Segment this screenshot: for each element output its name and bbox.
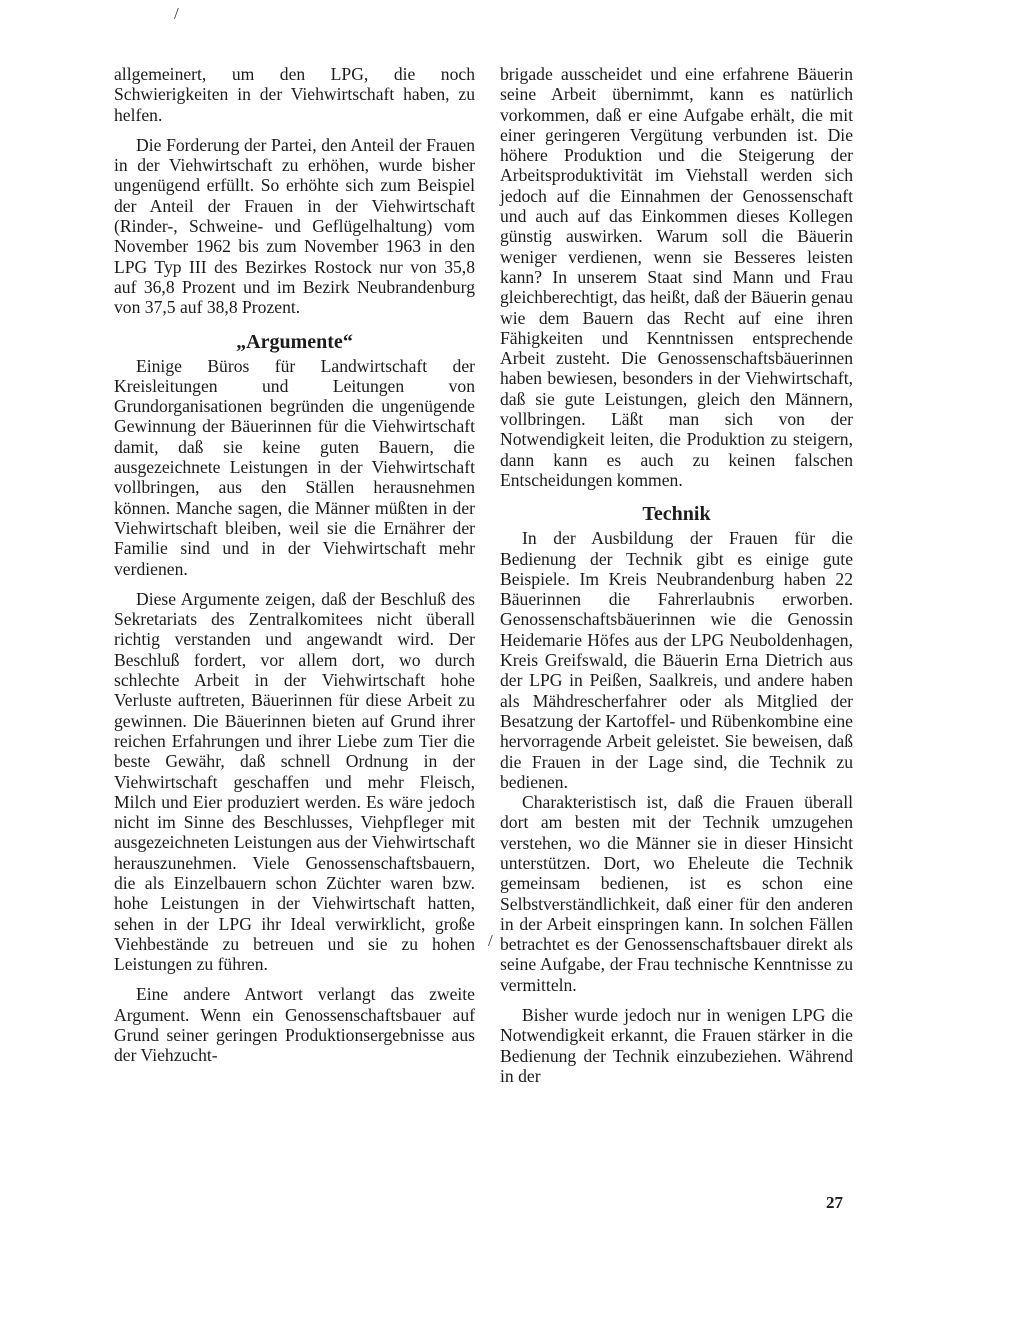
left-column-paragraph: Einige Büros für Landwirtschaft der Kreisleitungen und Leitungen von Grundorganisationen begründen die ungenügende Gewinnung der Bäuerinnen für die Viehwirtschaft damit, daß sie keine guten Bauern, die ausgezeichnete Leistungen in der Viehwirtschaft vollbringen, aus den Ställen herausnehmen können. Manche sagen, die Männer müßten in der Viehwirtschaft bleiben, weil sie die Ernährer der Familie sind und in der Viehwirtschaft mehr verdienen. xyxy=(114,355,475,579)
left-column xyxy=(114,64,475,1066)
right-column-paragraph: brigade ausscheidet und eine erfahrene Bäuerin seine Arbeit übernimmt, kann es natürlich vorkommen, daß er eine Aufgabe erhält, die mit einer geringeren Vergütung verbunden ist. Die höhere Produktion und die Steigerung der Arbeitsproduktivität im Viehstall werden sich jedoch auf die Einnahmen der Genossenschaft und auch auf das Einkommen dieses Kollegen günstig auswirken. Warum soll die Bäuerin weniger verdienen, wenn sie Besseres leisten kann? In unserem Staat sind Mann und Frau gleichberechtigt, das heißt, daß der Bäuerin genau wie dem Bauern das Recht auf eine ihren Fähigkeiten und Kenntnissen entsprechende Arbeit zusteht. Die Genossenschaftsbäuerinnen haben bewiesen, besonders in der Viehwirtschaft, daß sie gute Leistungen, gleich den Männern, vollbringen. Läßt man sich von der Notwendigkeit leiten, die Produktion zu steigern, dann kann es auch zu keinen falschen Entscheidungen kommen. xyxy=(500,64,853,490)
left-column-paragraph: Die Forderung der Partei, den Anteil der Frauen in der Viehwirtschaft zu erhöhen, wurde bisher ungenügend erfüllt. So erhöhte sich zum Beispiel der Anteil der Frauen in der Viehwirtschaft (Rinder-, Schweine- und Geflügelhaltung) vom November 1962 bis zum November 1963 in den LPG Typ III des Bezirkes Rostock nur von 35,8 auf 36,8 Prozent und im Bezirk Neubrandenburg von 37,5 auf 38,8 Prozent. xyxy=(114,134,475,318)
left-column-paragraph: Diese Argumente zeigen, daß der Beschluß des Sekretariats des Zentralkomitees nicht überall richtig verstanden und angewandt wird. Der Beschluß fordert, vor allem dort, wo durch schlechte Arbeit in der Viehwirtschaft hohe Verluste auftreten, Bäuerinnen für diese Arbeit zu gewinnen. Die Bäuerinnen bieten auf Grund ihrer reichen Erfahrungen und ihrer Liebe zum Tier die beste Gewähr, daß schnell Ordnung in der Viehwirtschaft geschaffen und mehr Fleisch, Milch und Eier produziert werden. Es wäre jedoch nicht im Sinne des Beschlusses, Viehpfleger mit ausgezeichneten Leistungen aus der Viehwirtschaft herauszunehmen. Viele Genossenschaftsbauern, die als Einzelbauern schon Züchter waren bzw. hohe Leistungen in der Viehwirtschaft hatten, sehen in der LPG ihr Ideal verwirklicht, große Viehbestände zu betreuen und sie zu hohen Leistungen zu führen. xyxy=(114,588,475,975)
left-column-heading: „Argumente“ xyxy=(236,330,353,353)
right-column-heading: Technik xyxy=(642,503,711,526)
right-column-paragraph: Bisher wurde jedoch nur in wenigen LPG die Notwendigkeit erkannt, die Frauen stärker in die Bedienung der Technik einzubeziehen. Während in der xyxy=(500,1005,853,1086)
page-number: 27 xyxy=(826,1193,843,1212)
stray-mark-top: / xyxy=(174,4,179,23)
right-column xyxy=(500,64,853,1086)
right-column-paragraph: Charakteristisch ist, daß die Frauen überall dort am besten mit der Technik umzugehen verstehen, wo die Männer sie in dieser Hinsicht unterstützen. Dort, wo Eheleute die Technik gemeinsam bedienen, ist es schon eine Selbstverständlichkeit, daß einer für den anderen in der Arbeit einspringen kann. In solchen Fällen betrachtet es der Genossenschaftsbauer direkt als seine Aufgabe, der Frau technische Kenntnisse zu vermitteln. xyxy=(500,792,853,995)
left-column-paragraph: Eine andere Antwort verlangt das zweite Argument. Wenn ein Genossenschaftsbauer auf Grund seiner geringen Produktionsergebnisse aus der Viehzucht- xyxy=(114,984,475,1066)
right-column-paragraph: In der Ausbildung der Frauen für die Bedienung der Technik gibt es einige gute Beispiele. Im Kreis Neubrandenburg haben 22 Bäuerinnen die Fahrerlaubnis erworben. Genossenschaftsbäuerinnen wie die Genossin Heidemarie Höfes aus der LPG Neuboldenhagen, Kreis Greifswald, die Bäuerin Erna Dietrich aus der LPG in Peißen, Saalkreis, und andere haben als Mähdrescherfahrer oder als Mitglied der Besatzung der Kartoffel- und Rübenkombine eine hervorragende Arbeit geleistet. Sie beweisen, daß die Frauen in der Lage sind, die Technik zu bedienen. xyxy=(500,528,853,792)
left-column-paragraph: allgemeinert, um den LPG, die noch Schwierigkeiten in der Viehwirtschaft haben, zu helfen. xyxy=(114,64,475,125)
stray-mark-margin: / xyxy=(488,931,493,950)
